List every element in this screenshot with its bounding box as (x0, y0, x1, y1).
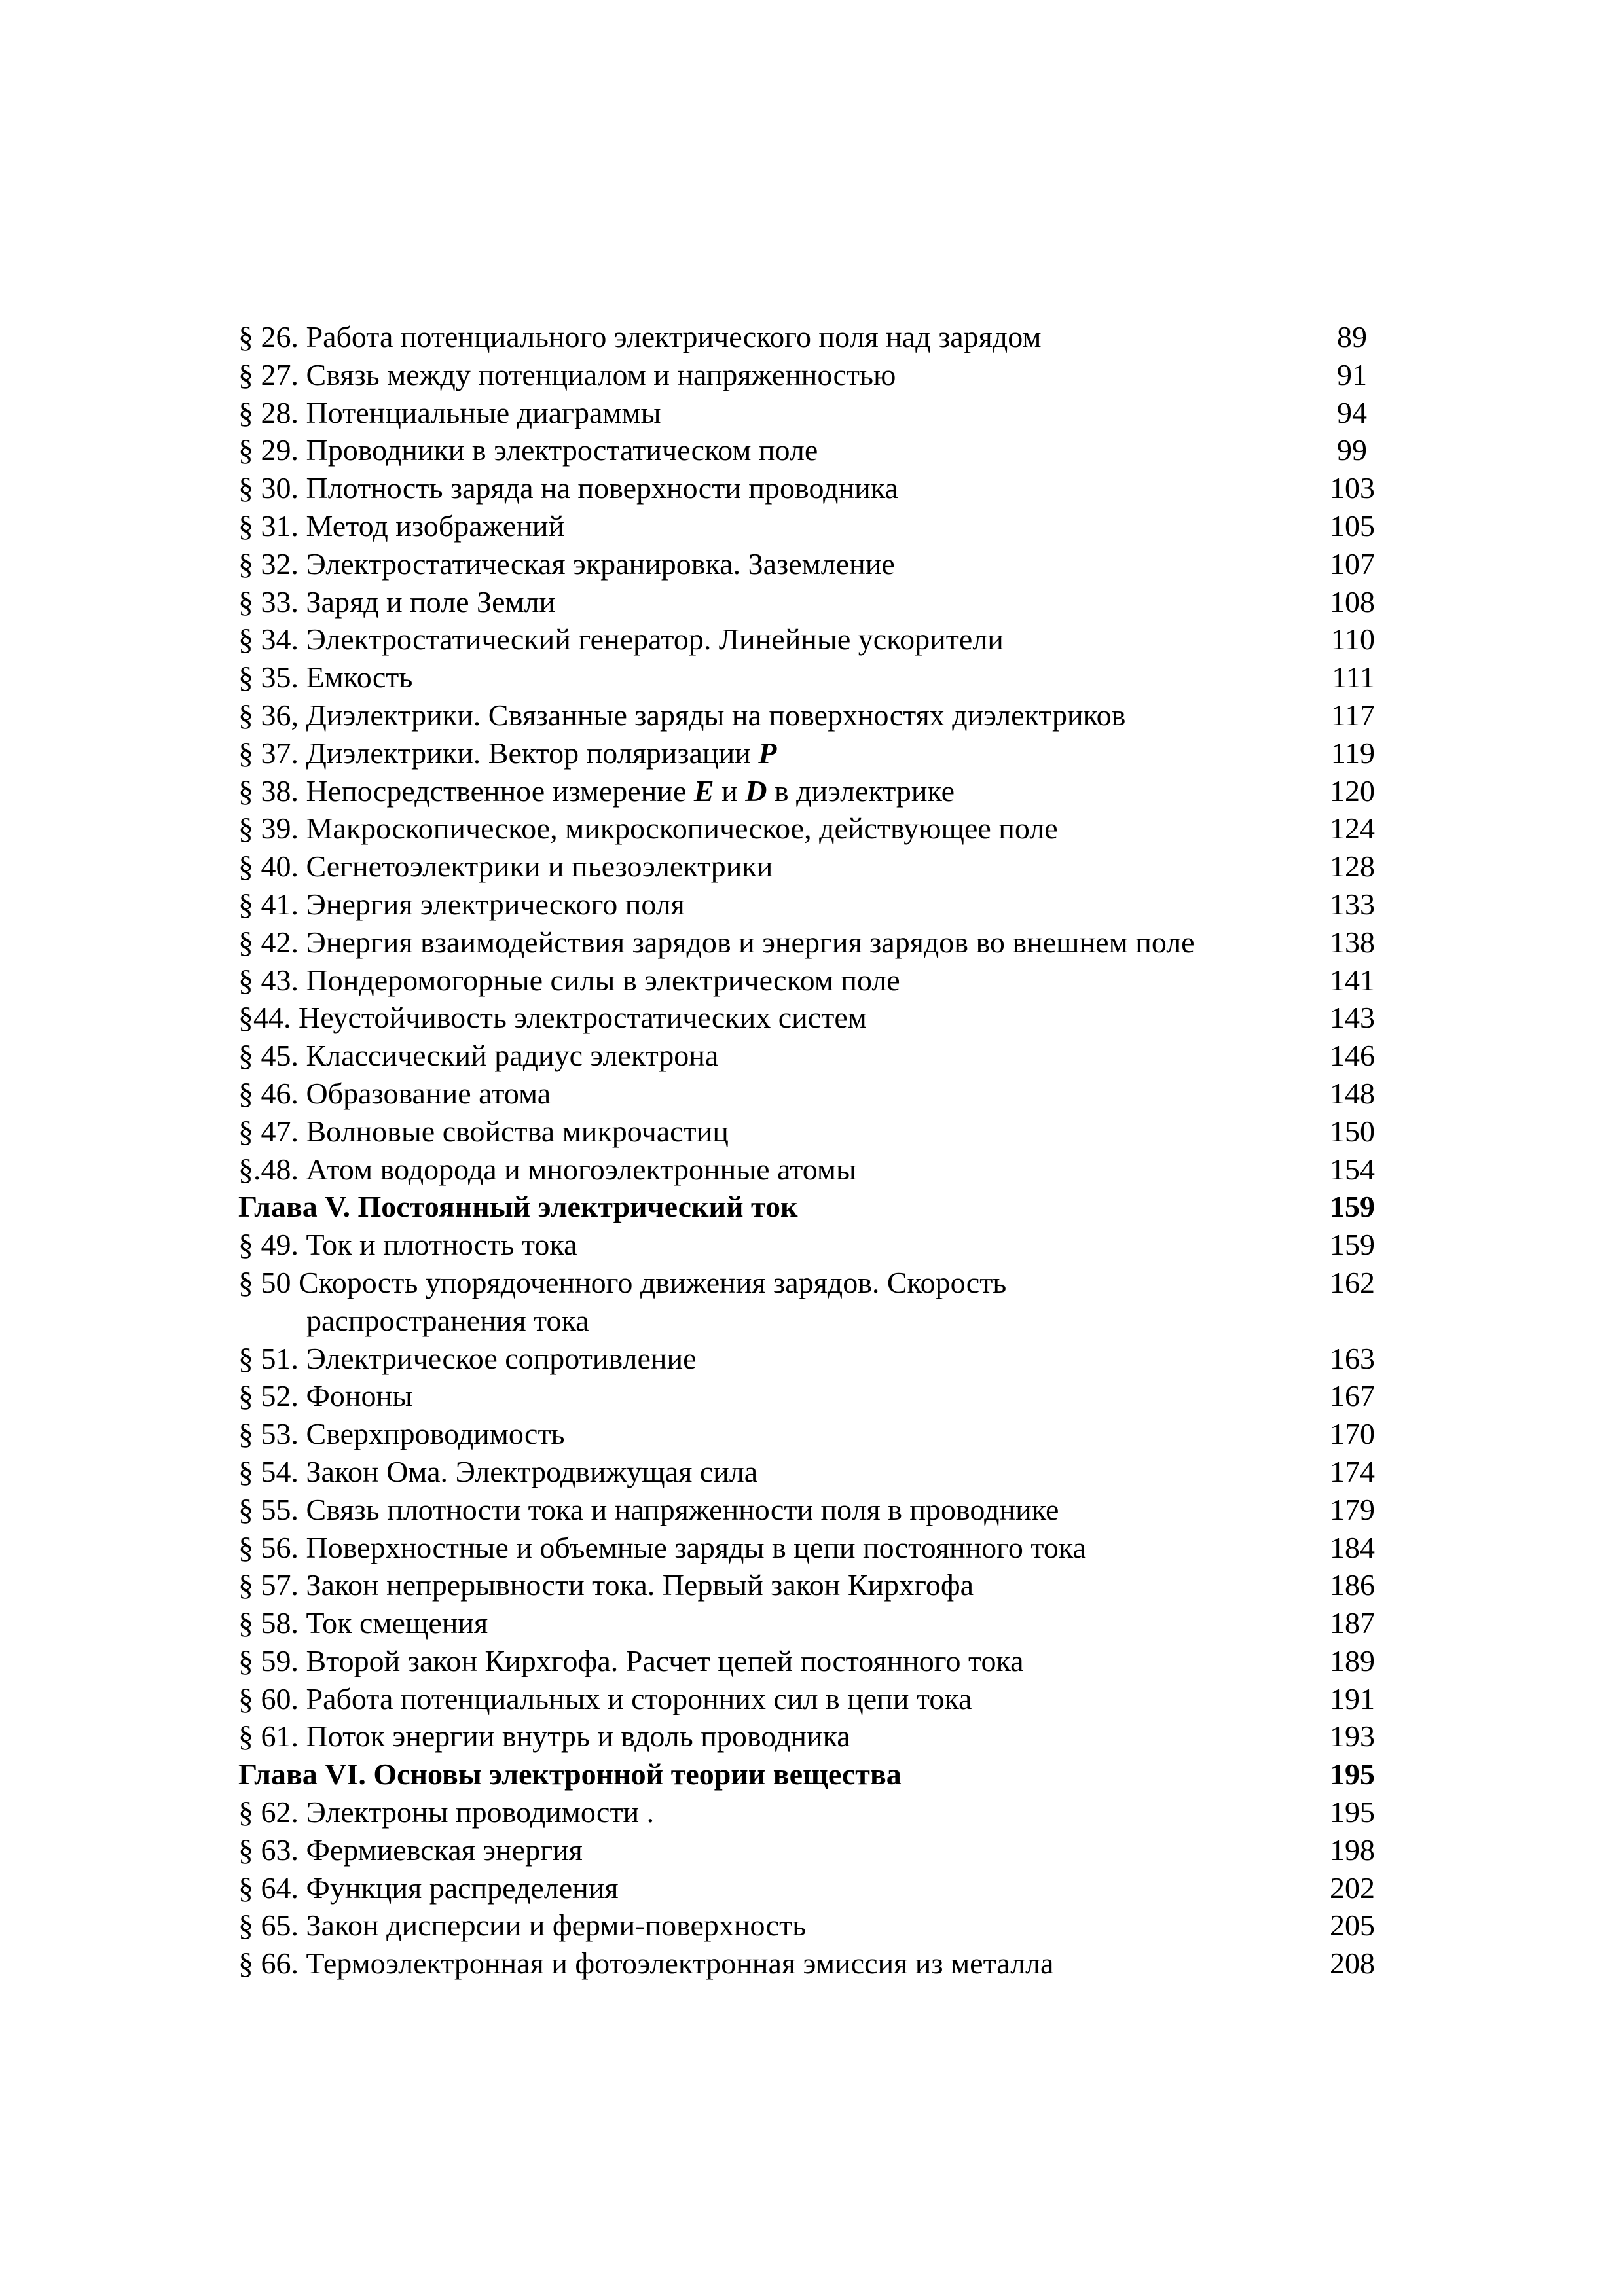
toc-entry (238, 772, 1391, 810)
entry-page: 174 (1330, 1454, 1375, 1488)
entry-page: 202 (1330, 1871, 1375, 1905)
entry-title: § 29. Проводники в электростатическом поле (238, 433, 818, 467)
chapter-page: 195 (1330, 1757, 1375, 1791)
entry-title: § 54. Закон Ома. Электродвижущая сила (238, 1454, 758, 1488)
entry-page: 108 (1330, 584, 1375, 619)
entry-title: § 58. Ток смещения (238, 1606, 488, 1640)
entry-title: §.48. Атом водорода и многоэлектронные атомы (238, 1152, 856, 1186)
entry-title: § 43. Пондеромогорные силы в электрическом поле (238, 963, 900, 997)
entry-page: 163 (1330, 1341, 1375, 1375)
vector-d-symbol: D (745, 774, 767, 808)
entry-title: § 39. Макроскопическое, микроскопическое, действующее поле (238, 812, 1058, 846)
toc-entry (238, 620, 1391, 658)
entry-title: § 57. Закон непрерывности тока. Первый закон Кирхгофа (238, 1568, 974, 1602)
entry-title: § 62. Электроны проводимости . (238, 1795, 655, 1829)
toc-entry (238, 1113, 1391, 1151)
entry-page: 159 (1330, 1228, 1375, 1262)
entry-title-text: § 38. Непосредственное измерение (238, 774, 694, 808)
entry-title: § 52. Фононы (238, 1379, 412, 1413)
toc-entry (238, 810, 1391, 848)
entry-title-suffix: в диэлектрике (767, 774, 955, 808)
chapter-page: 159 (1330, 1190, 1375, 1224)
toc-entry (238, 848, 1391, 886)
entry-page: 117 (1330, 698, 1375, 732)
entry-page: 143 (1330, 1001, 1375, 1035)
entry-title: § 53. Сверхпроводимость (238, 1417, 565, 1451)
toc-entry (238, 961, 1391, 999)
toc-entry (238, 1869, 1391, 1907)
entry-title: § 32. Электростатическая экранировка. Заземление (238, 547, 895, 581)
toc-entry (238, 1226, 1391, 1264)
toc-entry (238, 1377, 1391, 1415)
toc-entry (238, 658, 1391, 696)
entry-title-continuation: распространения тока (306, 1303, 589, 1337)
entry-page: 107 (1330, 547, 1375, 581)
entry-page: 91 (1337, 357, 1367, 391)
toc-entry (238, 431, 1391, 469)
entry-page: 198 (1330, 1833, 1375, 1867)
entry-page: 133 (1330, 887, 1375, 921)
entry-page: 103 (1330, 471, 1375, 505)
toc-entry (238, 1529, 1391, 1567)
entry-title-text: § 50 Скорость упорядоченного движения зарядов. Скорость (238, 1265, 1007, 1299)
entry-title: § 61. Поток энергии внутрь и вдоль проводника (238, 1719, 850, 1753)
entry-page: 110 (1330, 622, 1375, 656)
table-of-contents (238, 318, 1391, 1982)
entry-title: § 40. Сегнетоэлектрики и пьезоэлектрики (238, 850, 773, 884)
toc-entry (238, 583, 1391, 621)
entry-title: § 59. Второй закон Кирхгофа. Расчет цепей постоянного тока (238, 1643, 1024, 1677)
chapter-title: Глава V. Постоянный электрический ток (238, 1190, 798, 1224)
toc-entry (238, 1717, 1391, 1755)
entry-page: 170 (1330, 1417, 1375, 1451)
entry-title: § 30. Плотность заряда на поверхности проводника (238, 471, 898, 505)
entry-title (238, 734, 776, 772)
entry-title: § 64. Функция распределения (238, 1871, 619, 1905)
toc-entry (238, 1831, 1391, 1869)
chapter-title: Глава VI. Основы электронной теории вещества (238, 1757, 902, 1791)
entry-title: § 26. Работа потенциального электрического поля над зарядом (238, 320, 1042, 353)
entry-title: § 46. Образование атома (238, 1076, 551, 1110)
entry-page: 191 (1330, 1681, 1375, 1715)
entry-page: 205 (1330, 1909, 1375, 1943)
entry-title: § 28. Потенциальные диаграммы (238, 395, 661, 429)
toc-entry (238, 1793, 1391, 1831)
toc-entry (238, 356, 1391, 394)
entry-page: 189 (1330, 1643, 1375, 1677)
entry-title: § 42. Энергия взаимодействия зарядов и энергия зарядов во внешнем поле (238, 925, 1195, 959)
entry-title: § 35. Емкость (238, 660, 413, 694)
toc-entry (238, 469, 1391, 507)
entry-page: 186 (1330, 1568, 1375, 1602)
entry-page: 128 (1330, 850, 1375, 884)
entry-page: 120 (1330, 774, 1375, 808)
entry-page: 148 (1330, 1076, 1375, 1110)
entry-page: 141 (1330, 963, 1375, 997)
entry-page: 138 (1330, 925, 1375, 959)
entry-title: § 41. Энергия электрического поля (238, 887, 685, 921)
toc-entry (238, 1075, 1391, 1113)
entry-title: § 27. Связь между потенциалом и напряженностью (238, 357, 896, 391)
entry-title: § 51. Электрическое сопротивление (238, 1341, 697, 1375)
toc-entry (238, 999, 1391, 1037)
toc-entry (238, 1680, 1391, 1718)
toc-entry (238, 1264, 1391, 1340)
toc-entry (238, 1566, 1391, 1604)
entry-title: § 56. Поверхностные и объемные заряды в цепи постоянного тока (238, 1530, 1086, 1564)
toc-entry (238, 1151, 1391, 1189)
entry-page: 154 (1330, 1152, 1375, 1186)
entry-title: § 34. Электростатический генератор. Линейные ускорители (238, 622, 1004, 656)
entry-title: §44. Неустойчивость электростатических систем (238, 1001, 867, 1035)
toc-entry (238, 1453, 1391, 1491)
toc-entry (238, 1604, 1391, 1642)
entry-page: 184 (1330, 1530, 1375, 1564)
toc-chapter-heading (238, 1188, 1391, 1226)
entry-title: § 31. Метод изображений (238, 509, 565, 543)
entry-page: 193 (1330, 1719, 1375, 1753)
entry-page: 111 (1332, 660, 1375, 694)
entry-page: 162 (1330, 1265, 1375, 1299)
entry-title-conjunction: и (714, 774, 746, 808)
toc-entry (238, 1340, 1391, 1378)
entry-title: § 45. Классический радиус электрона (238, 1039, 719, 1073)
toc-entry (238, 1037, 1391, 1075)
toc-entry (238, 1945, 1391, 1982)
toc-entry (238, 924, 1391, 961)
toc-entry (238, 734, 1391, 772)
entry-title-text: § 37. Диэлектрики. Вектор поляризации (238, 736, 759, 770)
entry-page: 146 (1330, 1039, 1375, 1073)
entry-title (238, 772, 955, 810)
entry-page: 187 (1330, 1606, 1375, 1640)
toc-chapter-heading (238, 1755, 1391, 1793)
toc-entry (238, 1642, 1391, 1680)
entry-title: § 60. Работа потенциальных и сторонних сил в цепи тока (238, 1681, 972, 1715)
entry-title: § 63. Фермиевская энергия (238, 1833, 583, 1867)
entry-page: 124 (1330, 812, 1375, 846)
entry-title: § 47. Волновые свойства микрочастиц (238, 1114, 729, 1148)
entry-page: 105 (1330, 509, 1375, 543)
entry-page: 94 (1337, 395, 1367, 429)
toc-entry (238, 507, 1391, 545)
entry-title: § 49. Ток и плотность тока (238, 1228, 577, 1262)
entry-page: 99 (1337, 433, 1367, 467)
entry-title: § 36, Диэлектрики. Связанные заряды на поверхностях диэлектриков (238, 698, 1126, 732)
vector-e-symbol: E (693, 774, 714, 808)
toc-entry (238, 318, 1391, 356)
toc-entry (238, 696, 1391, 734)
toc-entry (238, 886, 1391, 924)
toc-entry (238, 545, 1391, 583)
entry-page: 89 (1337, 320, 1367, 353)
entry-title: § 55. Связь плотности тока и напряженности поля в проводнике (238, 1492, 1059, 1526)
toc-entry (238, 1415, 1391, 1453)
vector-p-symbol: P (758, 736, 777, 770)
toc-entry (238, 1491, 1391, 1529)
toc-entry (238, 1907, 1391, 1945)
entry-page: 119 (1330, 736, 1375, 770)
entry-title: § 66. Термоэлектронная и фотоэлектронная эмиссия из металла (238, 1946, 1054, 1981)
entry-title (238, 1264, 1006, 1340)
entry-title: § 33. Заряд и поле Земли (238, 584, 556, 619)
toc-entry (238, 394, 1391, 432)
entry-page: 195 (1330, 1795, 1375, 1829)
entry-page: 167 (1330, 1379, 1375, 1413)
entry-page: 208 (1330, 1946, 1375, 1981)
entry-page: 179 (1330, 1492, 1375, 1526)
entry-title: § 65. Закон дисперсии и ферми-поверхность (238, 1909, 807, 1943)
entry-page: 150 (1330, 1114, 1375, 1148)
